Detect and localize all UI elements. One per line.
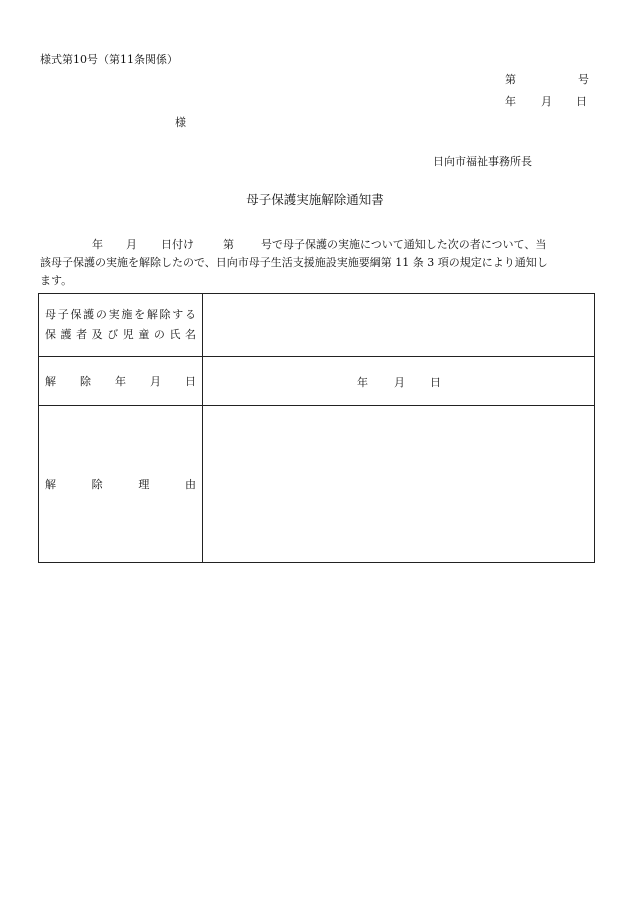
release-reason-label-cell xyxy=(39,406,203,563)
release-date-month: 月 xyxy=(394,376,405,389)
release-date-value xyxy=(203,374,594,388)
body-year: 年 xyxy=(92,238,103,251)
notice-body xyxy=(40,236,592,290)
release-reason-value-cell[interactable] xyxy=(203,406,595,563)
table-row-release-date xyxy=(39,357,595,406)
notice-body-line-3: ます。 xyxy=(40,274,73,287)
release-date-value-cell[interactable] xyxy=(203,357,595,406)
release-reason-label-char: 除 xyxy=(91,478,103,491)
release-reason-label-char: 解 xyxy=(45,478,56,491)
body-day-dated: 日付け xyxy=(161,238,194,251)
notice-body-line-2: 該母子保護の実施を解除したので、日向市母子生活支援施設実施要綱第 11 条 3 項の規定により通知し xyxy=(40,256,548,269)
notice-details-table xyxy=(38,293,595,563)
release-date-label-char: 解 xyxy=(45,375,56,388)
body-line-1-rest: 号で母子保護の実施について通知した次の者について、当 xyxy=(261,238,547,251)
document-number-suffix: 号 xyxy=(578,73,589,86)
body-month: 月 xyxy=(126,238,137,251)
issuer-name: 日向市福祉事務所長 xyxy=(433,155,532,168)
issue-date-year: 年 xyxy=(505,95,516,108)
notice-body-line-1 xyxy=(40,236,592,254)
names-label-line-1: 母子保護の実施を解除する xyxy=(45,308,196,321)
release-date-day: 日 xyxy=(430,376,441,389)
table-row-names xyxy=(39,294,595,357)
body-number-prefix: 第 xyxy=(223,238,234,251)
release-date-label-cell xyxy=(39,357,203,406)
release-date-label-char: 年 xyxy=(115,375,126,388)
release-date-year: 年 xyxy=(357,376,368,389)
release-reason-label xyxy=(45,476,196,492)
table-row-release-reason xyxy=(39,406,595,563)
document-number-prefix: 第 xyxy=(505,73,516,86)
names-label-cell xyxy=(39,294,203,357)
issue-date-day: 日 xyxy=(576,95,587,108)
names-value-cell[interactable] xyxy=(203,294,595,357)
form-number: 様式第10号（第11条関係） xyxy=(40,53,178,66)
release-date-label-char: 除 xyxy=(80,375,91,388)
names-label-line-2: 保護者及び児童の氏名 xyxy=(45,328,196,341)
release-date-label-char: 日 xyxy=(185,375,196,388)
release-date-label xyxy=(45,373,196,389)
release-date-label-char: 月 xyxy=(150,375,161,388)
release-reason-label-char: 由 xyxy=(184,478,196,491)
addressee-honorific: 様 xyxy=(175,116,186,129)
release-reason-label-char: 理 xyxy=(138,478,150,491)
issue-date-month: 月 xyxy=(541,95,552,108)
document-title: 母子保護実施解除通知書 xyxy=(246,192,384,207)
